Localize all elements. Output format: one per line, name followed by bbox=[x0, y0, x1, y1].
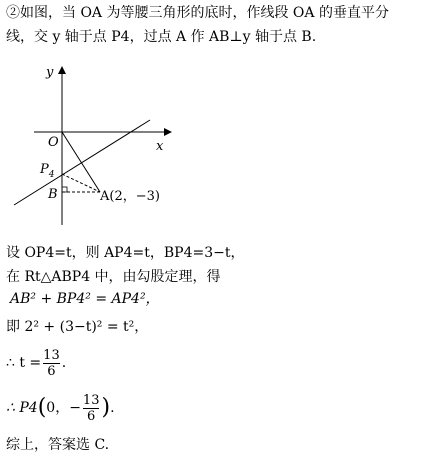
intro-line-1: ②如图，当 OA 为等腰三角形的底时，作线段 OA 的垂直平分 bbox=[6, 5, 389, 21]
t-fraction: $\frac{13}{6}$ bbox=[43, 347, 60, 379]
equation-substituted: 即 2² + (3−t)² = t²， bbox=[6, 319, 149, 335]
label-x: x bbox=[156, 139, 164, 154]
coordinate-figure bbox=[0, 55, 200, 235]
label-A: A(2，−3) bbox=[100, 189, 160, 204]
label-P: $P_4$ bbox=[40, 162, 55, 180]
equation-pythagoras: AB² + BP4² = AP4²， bbox=[10, 291, 160, 307]
p4-fraction: $\frac{13}{6}$ bbox=[82, 392, 100, 424]
label-y: y bbox=[46, 65, 54, 80]
label-O: O bbox=[48, 135, 59, 150]
rt-line: 在 Rt△ABP4 中，由勾股定理，得 bbox=[6, 269, 221, 285]
set-line: 设 OP4=t，则 AP4=t，BP4=3−t， bbox=[6, 245, 245, 261]
label-B: B bbox=[48, 187, 58, 202]
right-angle-mark bbox=[62, 187, 67, 192]
intro-line-2: 线，交 y 轴于点 P4，过点 A 作 AB⊥y 轴于点 B. bbox=[6, 29, 317, 45]
t-result: ∴ t = $\frac{13}{6}$ . bbox=[6, 347, 67, 379]
conclusion: 综上，答案选 C. bbox=[6, 437, 110, 453]
p4-result: ∴ P4 ( 0，− $\frac{13}{6}$ ) . bbox=[6, 392, 115, 424]
